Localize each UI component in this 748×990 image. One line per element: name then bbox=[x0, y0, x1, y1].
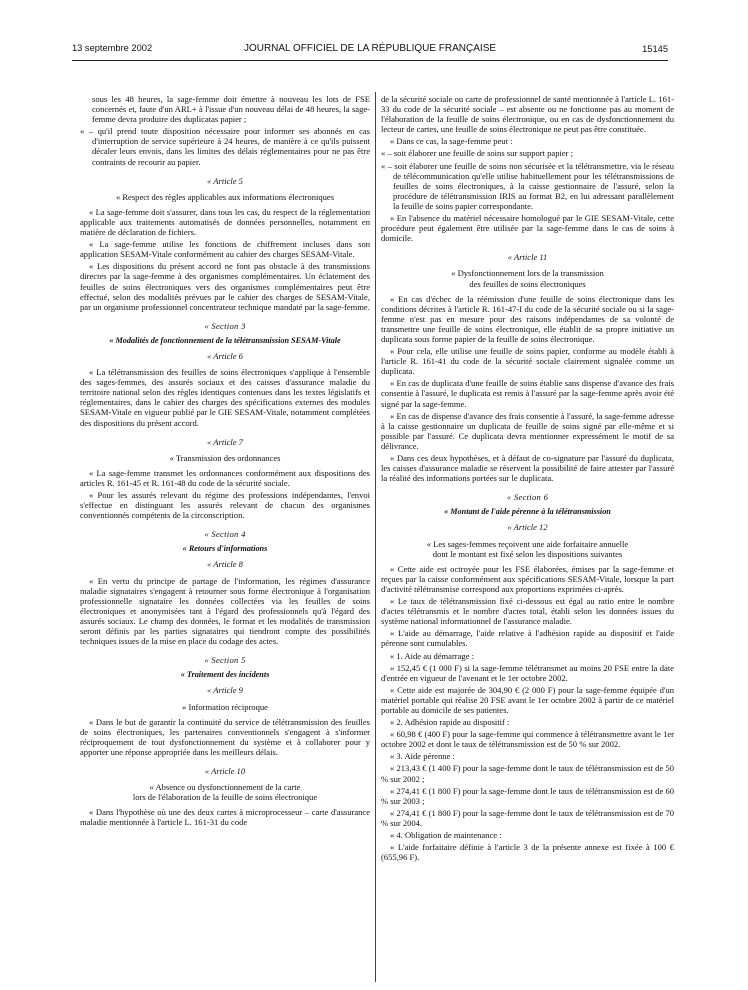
left-column bbox=[80, 94, 370, 829]
section-title: « Modalités de fonctionnement de la télétransmission SESAM-Vitale bbox=[109, 335, 341, 345]
paragraph: « En cas d'échec de la réémission d'une feuille de soins électronique dans les conditions décrites à l'article R. 161-47-I du code de la sécurité sociale ou si la sage-femme n'est pas en mesure pour des raisons indépendantes de sa volonté de transmettre une feuille de soins électronique, elle établit de sa propre initiative un duplicata sous forme papier de la feuille de soins électronique. bbox=[381, 293, 674, 344]
article-heading: « Article 9 bbox=[207, 685, 243, 696]
paragraph: « 4. Obligation de maintenance : bbox=[390, 830, 502, 840]
article-title bbox=[381, 539, 674, 559]
article-title: « Transmission des ordonnances bbox=[169, 452, 281, 463]
paragraph: « La sage-femme utilise les fonctions de chiffrement incluses dans son application SESAM-Vitale conformément au cahier des charges SESAM-Vitale. bbox=[80, 239, 370, 260]
list-item: « – soit élaborer une feuille de soins sur support papier ; bbox=[381, 148, 574, 159]
list-item: « – soit élaborer une feuille de soins non sécurisée et la télétransmettre, via le réseau de télécommunication qu'elle utilise habituellement pour les télétransmissions de feuilles de soins électroniques, à la caisse gestionnaire de l'assuré, selon la procédure de télétransmission IRIS au format B2, en lui adressant parallèlement la feuille de soins papier correspondante. bbox=[381, 160, 674, 211]
paragraph: sous les 48 heures, la sage-femme doit émettre à nouveau les lots de FSE concernés et, faute d'un ARL+ à l'issue d'un nouveau délai de 48 heures, la sage-femme devra produire des duplicatas papier ; bbox=[92, 94, 370, 125]
right-column bbox=[381, 94, 674, 864]
page-header bbox=[72, 43, 668, 59]
article-title: « Respect des règles applicables aux informations électroniques bbox=[115, 191, 335, 202]
paragraph: « En vertu du principe de partage de l'information, les régimes d'assurance maladie signataires s'engagent à retourner sous forme électronique à l'organisation professionnelle signataire les données collectées via les feuilles de soins électroniques et anonymisées tant à l'égard des professionnels qu'à l'égard des assurés sociaux. Le champ des données, le format et les modalités de transmission seront définis par les parties signataires qui tiendront compte des possibilités techniques issues de la mise en place du codage des actes. bbox=[80, 575, 370, 647]
column-divider bbox=[375, 92, 376, 982]
section-title: « Retours d'informations bbox=[182, 544, 268, 554]
article-heading: « Article 7 bbox=[207, 436, 243, 447]
header-rule bbox=[72, 60, 668, 61]
paragraph: « Cette aide est octroyée pour les FSE élaborées, émises par la sage-femme et reçues par la caisse conformément aux spécifications SESAM-Vitale, lorsque la part d'activité télétransmise correspond aux proportions exprimées ci-après. bbox=[381, 563, 674, 594]
article-title-line: « Dysfonctionnement lors de la transmission bbox=[451, 268, 604, 279]
article-heading: « Article 11 bbox=[507, 252, 548, 263]
article-heading: « Article 10 bbox=[204, 765, 246, 776]
paragraph: « Le taux de télétransmission fixé ci-dessous est égal au ratio entre le nombre d'actes télétransmis et le nombre d'actes total, établi selon les données issues du système national informationnel de l'assurance maladie. bbox=[381, 596, 674, 627]
article-heading: « Article 12 bbox=[507, 522, 548, 533]
article-title-line: lors de l'élaboration de la feuille de soins électronique bbox=[132, 792, 318, 803]
paragraph: « La sage-femme transmet les ordonnances conformément aux dispositions des articles R. 161-45 et R. 161-48 du code de la sécurité sociale. bbox=[80, 467, 370, 488]
paragraph: « 213,43 € (1 400 F) pour la sage-femme dont le taux de télétransmission est de 50 % sur 2002 ; bbox=[381, 763, 674, 784]
article-title bbox=[80, 782, 370, 802]
paragraph: « En cas de duplicata d'une feuille de soins établie sans dispense d'avance des frais consentie à l'assuré, le duplicata est remis à l'assuré par la sage-femme après avoir été signé par la sage-femme. bbox=[381, 378, 674, 409]
section-heading: « Section 4 bbox=[204, 529, 246, 540]
paragraph: « 152,45 € (1 000 F) si la sage-femme télétransmet au moins 20 FSE entre la date d'entrée en vigueur de l'avenant et le 1er octobre 2002. bbox=[381, 662, 674, 683]
header-date: 13 septembre 2002 bbox=[72, 43, 153, 53]
paragraph: « L'aide forfaitaire définie à l'article 3 de la présente annexe est fixée à 100 € (655,96 F). bbox=[381, 842, 674, 863]
paragraph: « Pour les assurés relevant du régime des professions indépendantes, l'envoi s'effectue en distinguant les assurés relevant de chacun des organismes conventionnés compétents de la circonscription. bbox=[80, 490, 370, 521]
section-heading: « Section 6 bbox=[506, 492, 549, 503]
paragraph: « 3. Aide pérenne : bbox=[390, 751, 455, 762]
paragraph: « Dans ces deux hypothèses, et à défaut de co-signature par l'assuré du duplicata, les caisses d'assurance maladie se réservent la possibilité de faire attester par l'assuré la réalité des informations portées sur le duplicata. bbox=[381, 453, 674, 484]
paragraph: « 274,41 € (1 800 F) pour la sage-femme dont le taux de télétransmission est de 70 % sur 2004. bbox=[381, 807, 674, 828]
article-title: « Information réciproque bbox=[182, 701, 268, 712]
article-title-line: « Les sages-femmes reçoivent une aide forfaitaire annuelle bbox=[426, 538, 629, 549]
section-heading: « Section 3 bbox=[204, 320, 246, 331]
paragraph: « Dans le but de garantir la continuité du service de télétransmission des feuilles de soins électroniques, les partenaires conventionnels s'engagent à s'informer réciproquement de tout dysfonctionnement du système et à collaborer pour y apporter une réponse appropriée dans les meilleurs délais. bbox=[80, 716, 370, 757]
article-title-line: « Absence ou dysfonctionnement de la carte bbox=[149, 782, 301, 793]
paragraph: de la sécurité sociale ou carte de professionnel de santé mentionnée à l'article L. 161-33 du code de la sécurité sociale – est absente ou ne fonctionne pas au moment de l'élaboration de la feuille de soins électronique, ou en cas de dysfonctionnement du lecteur de cartes, une feuille de soins électronique ne peut pas être constituée. bbox=[381, 94, 674, 135]
section-title: « Traitement des incidents bbox=[180, 670, 270, 680]
paragraph: « L'aide au démarrage, l'aide relative à l'adhésion rapide au dispositif et l'aide pérenne sont cumulables. bbox=[381, 628, 674, 649]
article-title bbox=[381, 268, 674, 288]
paragraph: « La sage-femme doit s'assurer, dans tous les cas, du respect de la réglementation applicable aux traitements automatisés de données personnelles, notamment en matière de déclaration de fichiers. bbox=[80, 206, 370, 238]
page-number: 15145 bbox=[642, 44, 668, 54]
paragraph: « En cas de dispense d'avance des frais consentie à l'assuré, la sage-femme adresse à la caisse gestionnaire un duplicata de feuille de soins signé par elle-même et si possible par l'assuré. Ce duplicata devra mentionner expressément le motif de sa délivrance. bbox=[381, 410, 674, 451]
article-heading: « Article 8 bbox=[207, 559, 243, 570]
article-title-line: des feuilles de soins électroniques bbox=[469, 278, 586, 289]
paragraph: « La télétransmission des feuilles de soins électroniques s'applique à l'ensemble des sages-femmes, des assurés sociaux et des caisses d'assurance maladie du territoire national selon des règles identiques contenues dans les textes législatifs et réglementaires, dans le cahier des charges des spécifications externes des modules SESAM-Vitale en vigueur publié par le GIE SESAM-Vitale, notamment complétées des dispositions du présent accord. bbox=[80, 367, 370, 428]
paragraph: « 60,98 € (400 F) pour la sage-femme qui commence à télétransmettre avant le 1er octobre 2002 et dont le taux de télétransmission est de 50 % sur 2002. bbox=[381, 729, 674, 750]
article-heading: « Article 6 bbox=[207, 350, 243, 361]
section-heading: « Section 5 bbox=[204, 655, 246, 666]
section-title: « Montant de l'aide pérenne à la télétransmission bbox=[444, 507, 611, 517]
article-heading: « Article 5 bbox=[207, 175, 243, 186]
article-title-line: dont le montant est fixé selon les dispositions suivantes bbox=[432, 548, 623, 559]
list-item: « – qu'il prend toute disposition nécessaire pour informer ses abonnés en cas d'interruption de service supérieure à 24 heures, de manière à ce qu'ils puissent décaler leurs envois, dans les limites des délais réglementaires pour ne pas être contraints de recourir au papier. bbox=[80, 126, 370, 167]
paragraph: « Dans l'hypothèse où une des deux cartes à microprocesseur – carte d'assurance maladie mentionnée à l'article L. 161-31 du code bbox=[80, 807, 370, 828]
paragraph: « Pour cela, elle utilise une feuille de soins papier, conforme au modèle établi à l'article R. 161-41 du code de la sécurité sociale clairement signalée comme un duplicata. bbox=[381, 346, 674, 377]
paragraph: « En l'absence du matériel nécessaire homologué par le GIE SESAM-Vitale, cette procédure peut également être utilisée par la sage-femme dans le cas de soins à domicile. bbox=[381, 213, 674, 244]
journal-title: JOURNAL OFFICIEL DE LA RÉPUBLIQUE FRANÇAISE bbox=[243, 43, 497, 54]
paragraph: « 1. Aide au démarrage : bbox=[390, 650, 475, 661]
paragraph: « Dans ce cas, la sage-femme peut : bbox=[390, 136, 513, 147]
paragraph: « 2. Adhésion rapide au dispositif : bbox=[390, 717, 510, 728]
paragraph: « 274,41 € (1 800 F) pour la sage-femme dont le taux de télétransmission est de 60 % sur 2003 ; bbox=[381, 785, 674, 806]
paragraph: « Les dispositions du présent accord ne font pas obstacle à des transmissions directes par la sage-femme à des organismes complémentaires. Un éclatement des feuilles de soins électroniques vers des organismes complémentaires peut être effectué, selon des modalités prévues par le cahier des charges de SESAM-Vitale, par un organisme professionnel concentrateur technique mandaté par la sage-femme. bbox=[80, 261, 370, 312]
paragraph: « Cette aide est majorée de 304,90 € (2 000 F) pour la sage-femme équipée d'un matériel portable qui réalise 20 FSE avant le 1er octobre 2002 à partir de ce matériel portable au domicile de ses patientes. bbox=[381, 684, 674, 715]
